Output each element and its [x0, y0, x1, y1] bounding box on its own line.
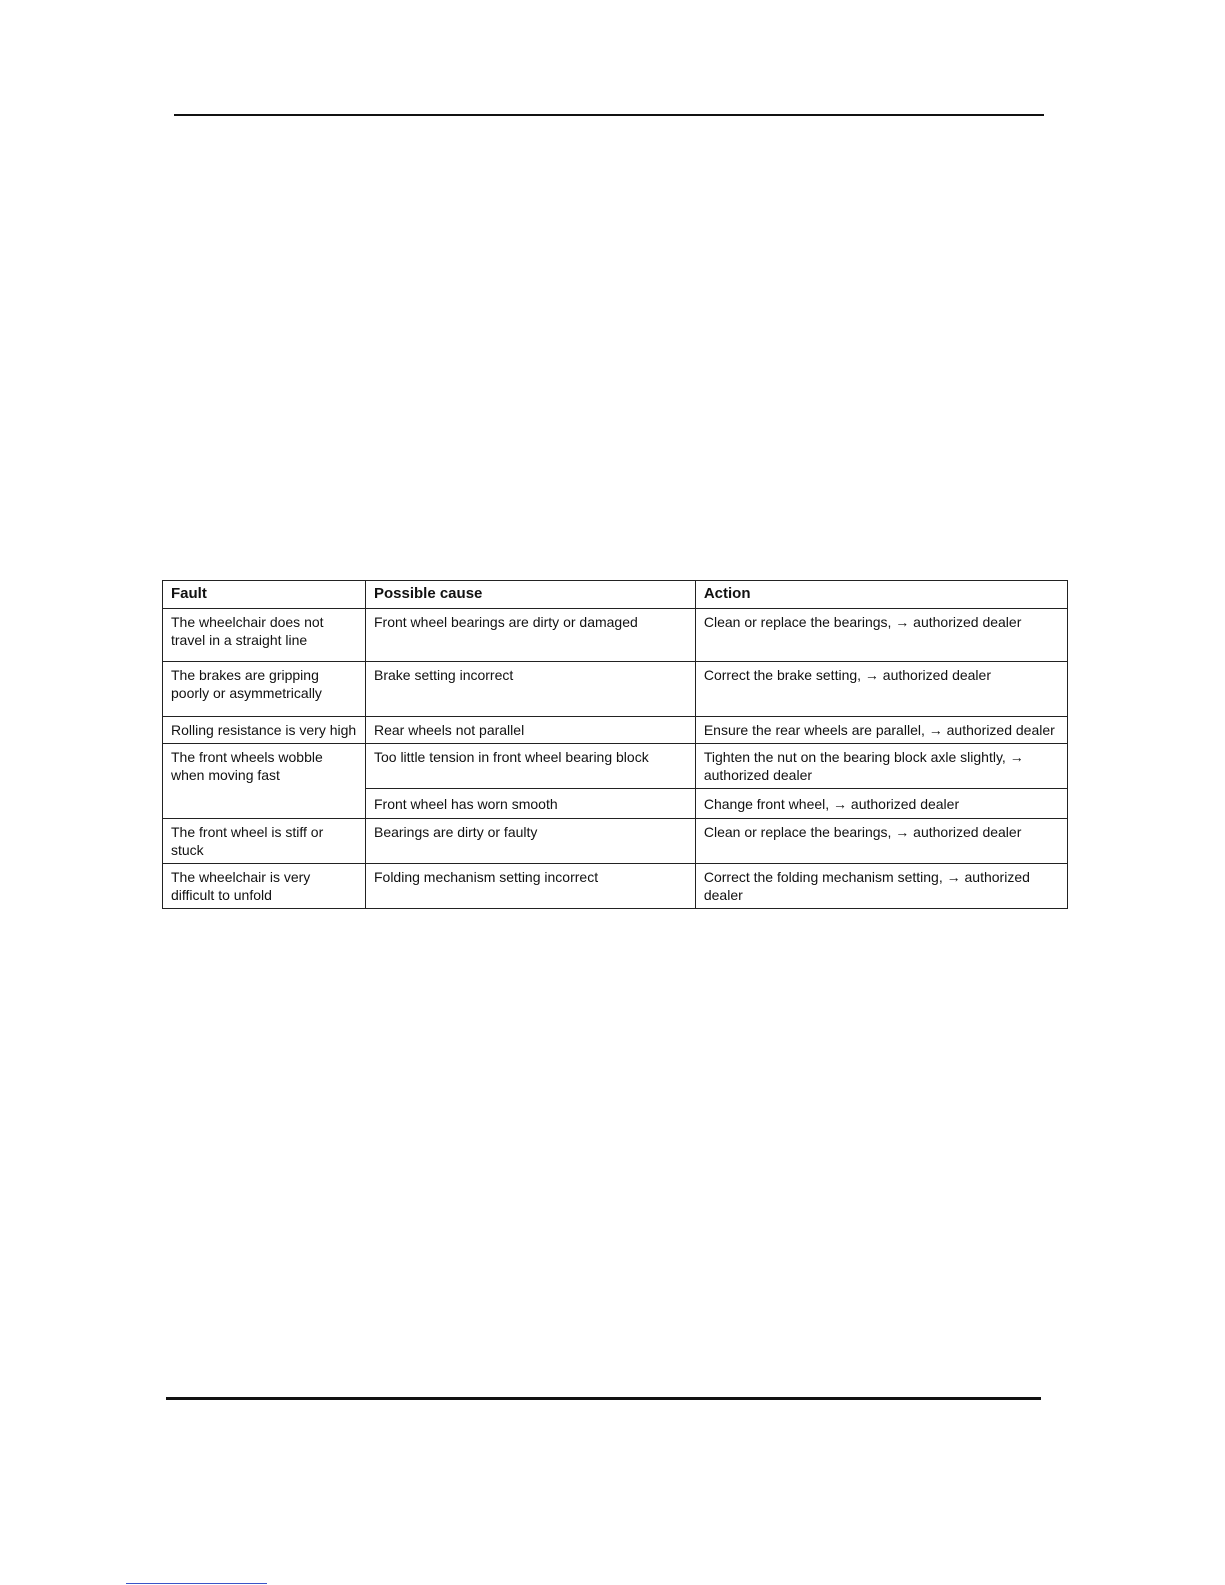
action-cell: Clean or replace the bearings, → authorized dealer — [695, 609, 1067, 662]
action-cell: Correct the folding mechanism setting, → authorized dealer — [695, 864, 1067, 909]
action-cell: Change front wheel, → authorized dealer — [695, 789, 1067, 819]
footer-rule — [166, 1397, 1041, 1400]
fault-cell: The front wheels wobble when moving fast — [163, 744, 366, 819]
cause-cell: Too little tension in front wheel bearing block — [365, 744, 695, 789]
cause-cell: Folding mechanism setting incorrect — [365, 864, 695, 909]
fault-cell: The wheelchair is very difficult to unfold — [163, 864, 366, 909]
table-row — [163, 819, 1068, 864]
table-row — [163, 662, 1068, 717]
cause-cell: Bearings are dirty or faulty — [365, 819, 695, 864]
fault-cell: The front wheel is stiff or stuck — [163, 819, 366, 864]
table-row — [163, 864, 1068, 909]
table-row — [163, 744, 1068, 789]
fault-cell: The brakes are gripping poorly or asymmetrically — [163, 662, 366, 717]
action-cell: Clean or replace the bearings, → authorized dealer — [695, 819, 1067, 864]
cause-cell: Brake setting incorrect — [365, 662, 695, 717]
action-cell: Correct the brake setting, → authorized dealer — [695, 662, 1067, 717]
cause-cell: Front wheel bearings are dirty or damaged — [365, 609, 695, 662]
header-action: Action — [695, 581, 1067, 609]
troubleshooting-table — [162, 580, 1068, 909]
table-row — [163, 717, 1068, 744]
fault-cell: Rolling resistance is very high — [163, 717, 366, 744]
table-header-row — [163, 581, 1068, 609]
fault-cell: The wheelchair does not travel in a straight line — [163, 609, 366, 662]
action-cell: Ensure the rear wheels are parallel, → authorized dealer — [695, 717, 1067, 744]
table-row — [163, 609, 1068, 662]
cause-cell: Rear wheels not parallel — [365, 717, 695, 744]
action-cell: Tighten the nut on the bearing block axle slightly, → authorized dealer — [695, 744, 1067, 789]
header-rule — [174, 114, 1044, 116]
header-possible-cause: Possible cause — [365, 581, 695, 609]
header-fault: Fault — [163, 581, 366, 609]
footer-link-underline[interactable] — [126, 1583, 267, 1584]
cause-cell: Front wheel has worn smooth — [365, 789, 695, 819]
